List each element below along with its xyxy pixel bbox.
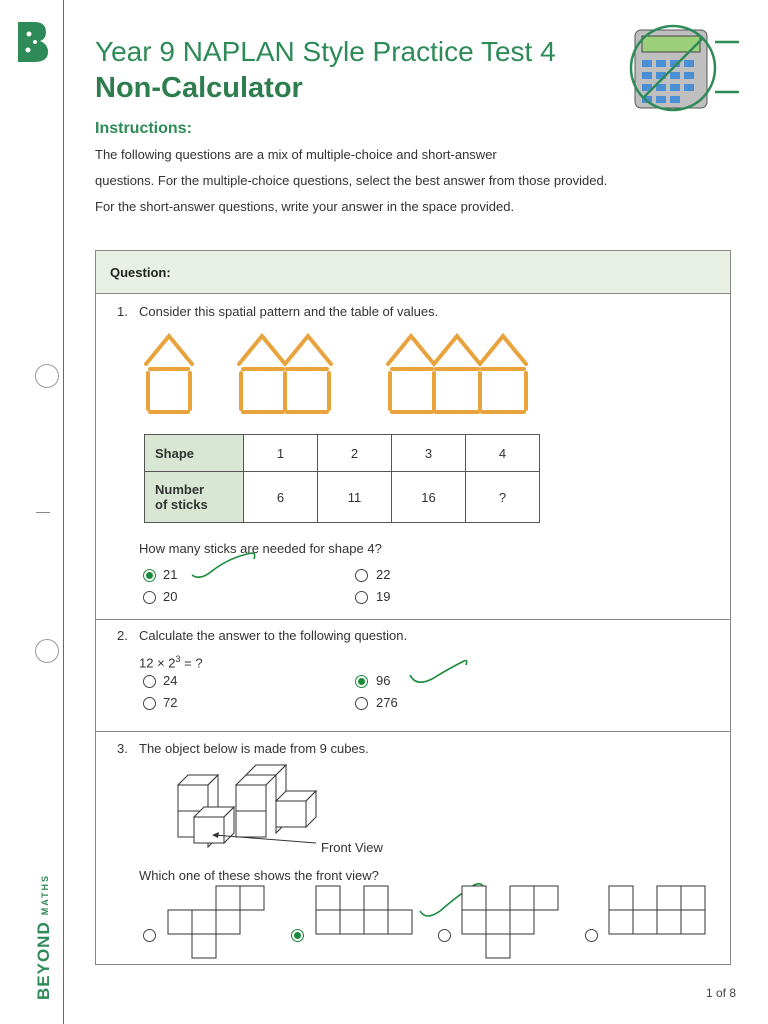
q2-option-label: 276 (376, 695, 398, 710)
divider (96, 619, 730, 620)
table-cell: 2 (318, 435, 392, 472)
q3-option-radio-d[interactable] (585, 929, 598, 942)
binder-hole (35, 639, 59, 663)
stick-pattern-figure (96, 251, 732, 426)
page-subtitle: Non-Calculator (95, 72, 303, 104)
q2-text: Calculate the answer to the following question. (139, 628, 408, 643)
q1-number: 1. (117, 304, 128, 319)
front-view-option-b (316, 886, 416, 934)
table-header-shape: Shape (145, 435, 244, 472)
table-cell: 11 (318, 472, 392, 523)
checkmark-icon (408, 657, 468, 689)
q2-expression: $12 \times 2^3$ = ? (139, 654, 203, 671)
page-number: 1 of 8 (706, 986, 737, 1000)
q2-option-radio-b[interactable] (355, 675, 368, 688)
divider (96, 731, 730, 732)
q1-text: Consider this spatial pattern and the table of values. (139, 304, 439, 319)
front-view-option-a (168, 886, 268, 958)
q1-option-radio-d[interactable] (355, 591, 368, 604)
q1-option-radio-b[interactable] (355, 569, 368, 582)
table-cell: 6 (244, 472, 318, 523)
front-view-option-c (462, 886, 562, 958)
q3-number: 3. (117, 741, 128, 756)
table-cell: ? (466, 472, 540, 523)
q2-option-radio-c[interactable] (143, 697, 156, 710)
instructions-text (95, 142, 735, 220)
q1-option-label: 19 (376, 589, 391, 604)
beyond-logo-icon (14, 20, 50, 64)
table-header-sticks: Number of sticks (145, 472, 244, 523)
margin-line (63, 0, 64, 1024)
page-title: Year 9 NAPLAN Style Practice Test 4 (95, 36, 556, 67)
q3-option-radio-c[interactable] (438, 929, 451, 942)
no-calculator-icon (627, 22, 739, 112)
q3-option-radio-a[interactable] (143, 929, 156, 942)
instructions-heading: Instructions: (95, 120, 192, 137)
binder-hole (35, 364, 59, 388)
instructions-line: questions. For the multiple-choice questions, select the best answer from those provided. (95, 173, 608, 188)
instructions-line: The following questions are a mix of multiple-choice and short-answer (95, 147, 497, 162)
table-cell: 16 (392, 472, 466, 523)
checkmark-icon (190, 551, 260, 585)
q2-option-label: 96 (376, 673, 391, 688)
question-box (95, 250, 731, 965)
table-cell: 3 (392, 435, 466, 472)
q3-prompt: Which one of these shows the front view? (139, 868, 379, 883)
cube-object-figure (166, 763, 326, 843)
q3-text: The object below is made from 9 cubes. (139, 741, 369, 756)
instructions-line: For the short-answer questions, write your answer in the space provided. (95, 199, 515, 214)
front-view-option-d (609, 886, 709, 934)
question-header: Question: (96, 251, 730, 294)
q3-option-radio-b[interactable] (291, 929, 304, 942)
front-view-label: Front View (321, 840, 383, 855)
q1-prompt: How many sticks are needed for shape 4? (139, 541, 382, 556)
q2-option-label: 24 (163, 673, 178, 688)
q1-option-label: 22 (376, 567, 391, 582)
q1-option-radio-a[interactable] (143, 569, 156, 582)
brand-wordmark: BEYONDMATHS (34, 873, 53, 1000)
q2-option-radio-d[interactable] (355, 697, 368, 710)
table-cell: 4 (466, 435, 540, 472)
q2-option-radio-a[interactable] (143, 675, 156, 688)
q1-option-label: 20 (163, 589, 178, 604)
q2-number: 2. (117, 628, 128, 643)
q2-option-label: 72 (163, 695, 178, 710)
fold-mark (36, 512, 50, 513)
values-table (144, 434, 540, 523)
table-cell: 1 (244, 435, 318, 472)
q1-option-radio-c[interactable] (143, 591, 156, 604)
q1-option-label: 21 (163, 567, 178, 582)
